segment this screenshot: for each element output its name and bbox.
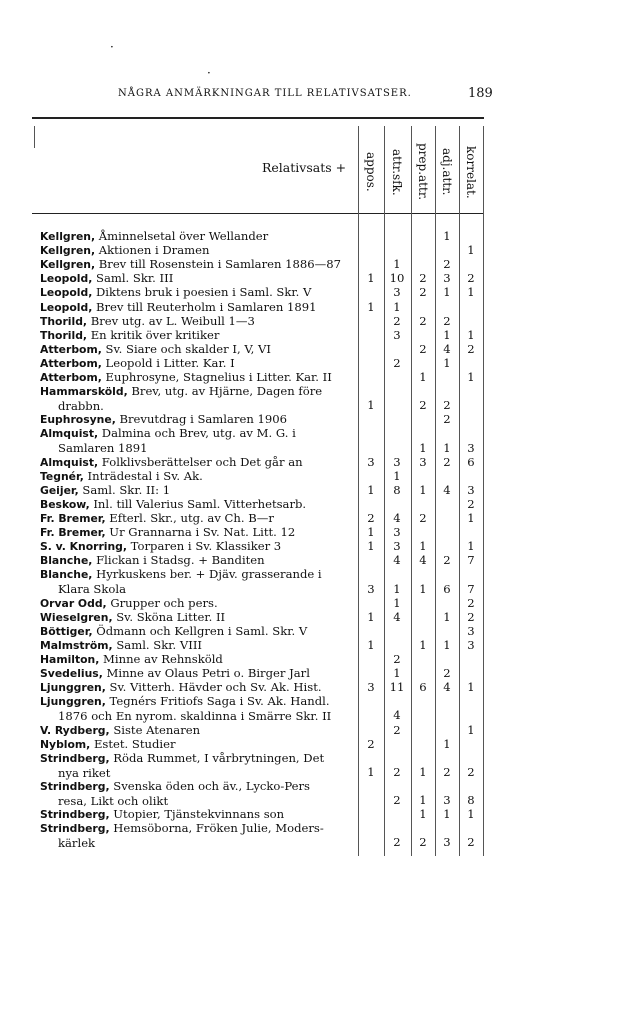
work-title: Saml. Skr. II: 1: [78, 482, 171, 497]
work-title: Svenska öden och äv., Lycko-Pers: [109, 778, 310, 793]
author-name: Blanche,: [40, 554, 93, 568]
count-cell: 1: [419, 370, 427, 384]
count-cell: 1: [419, 581, 427, 596]
count-cell: 4: [393, 553, 401, 568]
speck: ·: [207, 66, 211, 80]
author-name: Leopold,: [40, 272, 93, 286]
count-cell: 2: [419, 341, 427, 356]
count-cell: 3: [419, 454, 427, 469]
column-divider-6: [483, 126, 484, 856]
work-title: Ödmann och Kellgren i Saml. Skr. V: [92, 623, 308, 638]
count-cell: 2: [467, 595, 475, 610]
work-title: Brev till Reuterholm i Samlaren 1891: [92, 299, 317, 314]
count-cell: 1: [393, 581, 401, 596]
count-cell: 1: [467, 285, 475, 300]
count-cell: 1: [367, 764, 375, 779]
table-row: [40, 553, 265, 568]
running-head: [0, 88, 632, 104]
table-row: [40, 680, 322, 695]
author-name: Euphrosyne,: [40, 413, 116, 427]
count-cell: 3: [393, 539, 401, 554]
count-cell: 2: [467, 341, 475, 356]
work-title: Minne av Rehnsköld: [99, 652, 223, 666]
table-row: [40, 525, 295, 540]
count-cell: 6: [419, 680, 427, 695]
count-cell: 2: [467, 764, 475, 779]
work-title: Sv. Vitterh. Hävder och Sv. Ak. Hist.: [105, 680, 322, 695]
count-cell: 2: [467, 835, 475, 850]
count-cell: 1: [419, 637, 427, 652]
table-row: [40, 511, 274, 526]
count-cell: 3: [443, 793, 451, 807]
count-cell: 2: [419, 398, 427, 413]
count-cell: 4: [443, 341, 451, 356]
count-cell: 1: [419, 793, 427, 807]
count-cell: 1: [443, 609, 451, 624]
column-header-attr-sfk: attr.sfk.: [390, 148, 404, 196]
table-row: [40, 567, 322, 596]
count-cell: 3: [467, 440, 475, 455]
column-header-adj-attr: adj.attr.: [440, 148, 454, 196]
author-name: Thorild,: [40, 328, 88, 342]
table-row: [40, 271, 173, 286]
table-row: [40, 596, 218, 611]
count-cell: 2: [393, 355, 401, 370]
table-row: [40, 314, 255, 329]
count-cell: 3: [367, 581, 375, 596]
author-name: Kellgren,: [40, 244, 96, 258]
table-row: [40, 497, 306, 512]
count-cell: 1: [467, 722, 475, 737]
count-cell: 3: [467, 637, 475, 652]
column-header-korrelat: korrelat.: [464, 145, 478, 199]
author-name: Almquist,: [40, 427, 99, 441]
work-title: Efterl. Skr., utg. av Ch. B—r: [105, 511, 274, 525]
work-title-continued: nya riket: [58, 765, 111, 780]
work-title: Utopier, Tjänstekvinnans son: [109, 807, 285, 822]
table-left-mark: [34, 126, 35, 148]
work-title: Folklivsberättelser och Det går an: [98, 454, 303, 469]
count-cell: 3: [393, 327, 401, 342]
count-cell: 2: [419, 313, 427, 328]
work-title: Grupper och pers.: [106, 595, 218, 610]
count-cell: 3: [467, 482, 475, 497]
table-row: [40, 652, 223, 667]
count-cell: 1: [419, 807, 427, 822]
author-name: Leopold,: [40, 300, 93, 314]
count-cell: 4: [443, 482, 451, 497]
work-title: Brev utg. av L. Weibull 1—3: [87, 313, 255, 328]
work-title: En kritik över kritiker: [87, 327, 220, 342]
work-title: Brev till Rosenstein i Samlaren 1886—87: [95, 257, 341, 272]
count-cell: 2: [393, 793, 401, 807]
count-cell: 1: [419, 482, 427, 497]
work-title: Minne av Olaus Petri o. Birger Jarl: [102, 666, 310, 681]
count-cell: 3: [467, 623, 475, 638]
author-name: Strindberg,: [40, 808, 110, 822]
author-name: Geijer,: [40, 483, 79, 497]
count-cell: 1: [367, 539, 375, 554]
count-cell: 1: [467, 680, 475, 695]
work-title-continued: resa, Likt och olikt: [58, 793, 169, 808]
page-number: 189: [468, 86, 493, 101]
author-name: Strindberg,: [40, 779, 110, 793]
table-row: [40, 257, 341, 272]
count-cell: 3: [367, 454, 375, 469]
work-title: Siste Atenaren: [109, 722, 201, 737]
work-title: Sv. Siare och skalder I, V, VI: [101, 341, 271, 356]
count-cell: 1: [443, 327, 451, 342]
work-title-continued: Klara Skola: [58, 582, 126, 597]
count-cell: 10: [389, 271, 405, 286]
author-name: Ljunggren,: [40, 681, 106, 695]
author-name: Atterbom,: [40, 342, 102, 356]
count-cell: 2: [419, 271, 427, 286]
author-name: Malmström,: [40, 638, 113, 652]
author-name: Beskow,: [40, 497, 90, 511]
count-cell: 2: [467, 609, 475, 624]
table-row: [40, 483, 170, 498]
column-header-appos: appos.: [364, 152, 378, 192]
table-row: [40, 469, 203, 484]
count-cell: 1: [443, 285, 451, 300]
work-title: Diktens bruk i poesien i Saml. Skr. V: [92, 285, 312, 300]
work-title: Leopold i Litter. Kar. I: [101, 355, 235, 370]
work-title: Flickan i Stadsg. + Banditen: [92, 553, 265, 568]
count-cell: 4: [393, 511, 401, 525]
table-row: [40, 342, 271, 357]
count-cell: 1: [467, 243, 475, 258]
count-cell: 1: [467, 370, 475, 384]
work-title: Saml. Skr. III: [92, 271, 174, 286]
count-cell: 3: [393, 525, 401, 540]
work-title: Tegnérs Fritiofs Saga i Sv. Ak. Handl.: [105, 694, 330, 709]
author-name: Atterbom,: [40, 356, 102, 370]
author-name: Svedelius,: [40, 667, 103, 681]
count-cell: 2: [467, 271, 475, 286]
author-name: Orvar Odd,: [40, 596, 107, 610]
author-name: Hammarsköld,: [40, 385, 128, 399]
author-name: Blanche,: [40, 568, 93, 582]
count-cell: 1: [443, 229, 451, 243]
work-title: Röda Rummet, I vårbrytningen, Det: [109, 750, 325, 765]
count-cell: 1: [467, 327, 475, 342]
count-cell: 2: [443, 764, 451, 779]
count-cell: 1: [393, 595, 401, 610]
header-rule: [32, 213, 484, 214]
work-title-continued: drabbn.: [58, 399, 104, 414]
author-name: Wieselgren,: [40, 610, 113, 624]
author-name: Nyblom,: [40, 737, 91, 751]
work-title: Euphrosyne, Stagnelius i Litter. Kar. II: [101, 370, 332, 384]
count-cell: 1: [467, 539, 475, 554]
count-cell: 1: [393, 666, 401, 681]
author-name: S. v. Knorring,: [40, 540, 127, 554]
count-cell: 3: [393, 454, 401, 469]
work-title-continued: 1876 och En nyrom. skaldinna i Smärre Skr. II: [58, 709, 332, 724]
count-cell: 2: [419, 511, 427, 525]
count-cell: 2: [443, 454, 451, 469]
count-cell: 3: [443, 271, 451, 286]
table-row: [40, 455, 303, 470]
count-cell: 2: [443, 398, 451, 413]
work-title: Ur Grannarna i Sv. Nat. Litt. 12: [105, 525, 296, 540]
table-row: [40, 356, 235, 371]
author-name: Fr. Bremer,: [40, 526, 106, 540]
table-row: [40, 751, 324, 780]
count-cell: 1: [393, 468, 401, 483]
table-row: [40, 328, 219, 343]
author-name: Ljunggren,: [40, 695, 106, 709]
author-name: Kellgren,: [40, 258, 96, 272]
count-cell: 1: [367, 637, 375, 652]
count-cell: 1: [367, 398, 375, 413]
count-cell: 2: [393, 722, 401, 737]
table-row: [40, 243, 209, 258]
work-title: Inl. till Valerius Saml. Vitterhetsarb.: [89, 496, 307, 511]
work-title: Torparen i Sv. Klassiker 3: [127, 539, 282, 554]
count-cell: 2: [393, 313, 401, 328]
table-row: [40, 694, 331, 723]
count-cell: 1: [393, 257, 401, 272]
work-title: Dalmina och Brev, utg. av M. G. i: [98, 426, 296, 441]
author-name: V. Rydberg,: [40, 723, 110, 737]
work-title: Hyrkuskens ber. + Djäv. grasserande i: [92, 567, 322, 582]
column-header-prep-attr: prep.attr.: [416, 143, 430, 201]
count-cell: 1: [443, 807, 451, 822]
author-name: Kellgren,: [40, 230, 96, 243]
table-row: [40, 610, 225, 625]
count-cell: 1: [367, 525, 375, 540]
author-name: Almquist,: [40, 455, 99, 469]
table-row: [40, 229, 268, 244]
work-title: Aktionen i Dramen: [95, 243, 210, 258]
count-cell: 4: [443, 680, 451, 695]
table-row: [40, 666, 310, 681]
author-name: Atterbom,: [40, 371, 102, 384]
table-row: [40, 370, 332, 385]
count-cell: 7: [467, 553, 475, 568]
count-cell: 1: [443, 637, 451, 652]
count-cell: 2: [443, 412, 451, 427]
speck: ·: [110, 40, 114, 54]
count-cell: 4: [419, 553, 427, 568]
count-cell: 2: [393, 764, 401, 779]
count-cell: 1: [419, 764, 427, 779]
table-row: [40, 285, 311, 300]
author-name: Strindberg,: [40, 751, 110, 765]
count-cell: 2: [443, 553, 451, 568]
count-cell: 1: [367, 271, 375, 286]
work-title: Hemsöborna, Fröken Julie, Moders-: [109, 821, 324, 836]
count-cell: 1: [467, 511, 475, 525]
count-cell: 4: [393, 708, 401, 723]
count-cell: 8: [393, 482, 401, 497]
author-name: Strindberg,: [40, 822, 110, 836]
table-row: [40, 779, 310, 808]
count-cell: 4: [393, 609, 401, 624]
author-name: Leopold,: [40, 286, 93, 300]
table-row: [40, 807, 284, 822]
count-cell: 2: [443, 257, 451, 272]
count-cell: 1: [367, 609, 375, 624]
work-title: Saml. Skr. VIII: [112, 637, 203, 652]
work-title: Åminnelsetal över Wellander: [95, 229, 269, 243]
count-cell: 7: [467, 581, 475, 596]
count-cell: 2: [367, 511, 375, 525]
author-name: Thorild,: [40, 314, 88, 328]
count-cell: 1: [367, 299, 375, 314]
count-cell: 11: [389, 680, 405, 695]
count-cell: 2: [419, 835, 427, 850]
count-cell: 2: [467, 496, 475, 511]
running-title: NÅGRA ANMÄRKNINGAR TILL RELATIVSATSER.: [118, 88, 412, 99]
count-cell: 1: [467, 807, 475, 822]
count-cell: 6: [443, 581, 451, 596]
count-cell: 3: [393, 285, 401, 300]
count-cell: 8: [467, 793, 475, 807]
count-cell: 6: [467, 454, 475, 469]
count-cell: 2: [367, 736, 375, 751]
table-row: [40, 723, 200, 738]
relativsats-label: Relativsats +: [262, 160, 347, 175]
work-title: Brevutdrag i Samlaren 1906: [115, 412, 287, 427]
count-cell: 1: [419, 539, 427, 554]
author-name: Tegnér,: [40, 469, 84, 483]
count-cell: 3: [443, 835, 451, 850]
table-row: [40, 821, 324, 850]
count-cell: 1: [419, 440, 427, 455]
work-title-continued: kärlek: [58, 836, 96, 851]
count-cell: 1: [367, 482, 375, 497]
count-cell: 2: [443, 666, 451, 681]
count-cell: 1: [443, 736, 451, 751]
count-cell: 1: [393, 299, 401, 314]
author-name: Fr. Bremer,: [40, 512, 106, 525]
table-row: [40, 412, 287, 427]
top-rule: [32, 117, 484, 119]
work-title: Estet. Studier: [90, 736, 176, 751]
count-cell: 2: [419, 285, 427, 300]
work-title: Sv. Sköna Litter. II: [112, 609, 226, 624]
count-cell: 1: [443, 440, 451, 455]
work-title: Brev, utg. av Hjärne, Dagen före: [127, 384, 323, 399]
work-title-continued: Samlaren 1891: [58, 441, 148, 456]
count-cell: 1: [443, 355, 451, 370]
count-cell: 3: [367, 680, 375, 695]
count-cell: 2: [443, 313, 451, 328]
table-row: [40, 384, 322, 413]
count-cell: 2: [393, 652, 401, 666]
table-row: [40, 426, 296, 455]
table-row: [40, 624, 307, 639]
table-row: [40, 638, 202, 653]
work-title: Inträdestal i Sv. Ak.: [83, 468, 203, 483]
table-row: [40, 539, 281, 554]
author-name: Hamilton,: [40, 653, 100, 666]
author-name: Böttiger,: [40, 624, 93, 638]
table-row: [40, 737, 176, 752]
count-cell: 2: [393, 835, 401, 850]
table-row: [40, 300, 317, 315]
